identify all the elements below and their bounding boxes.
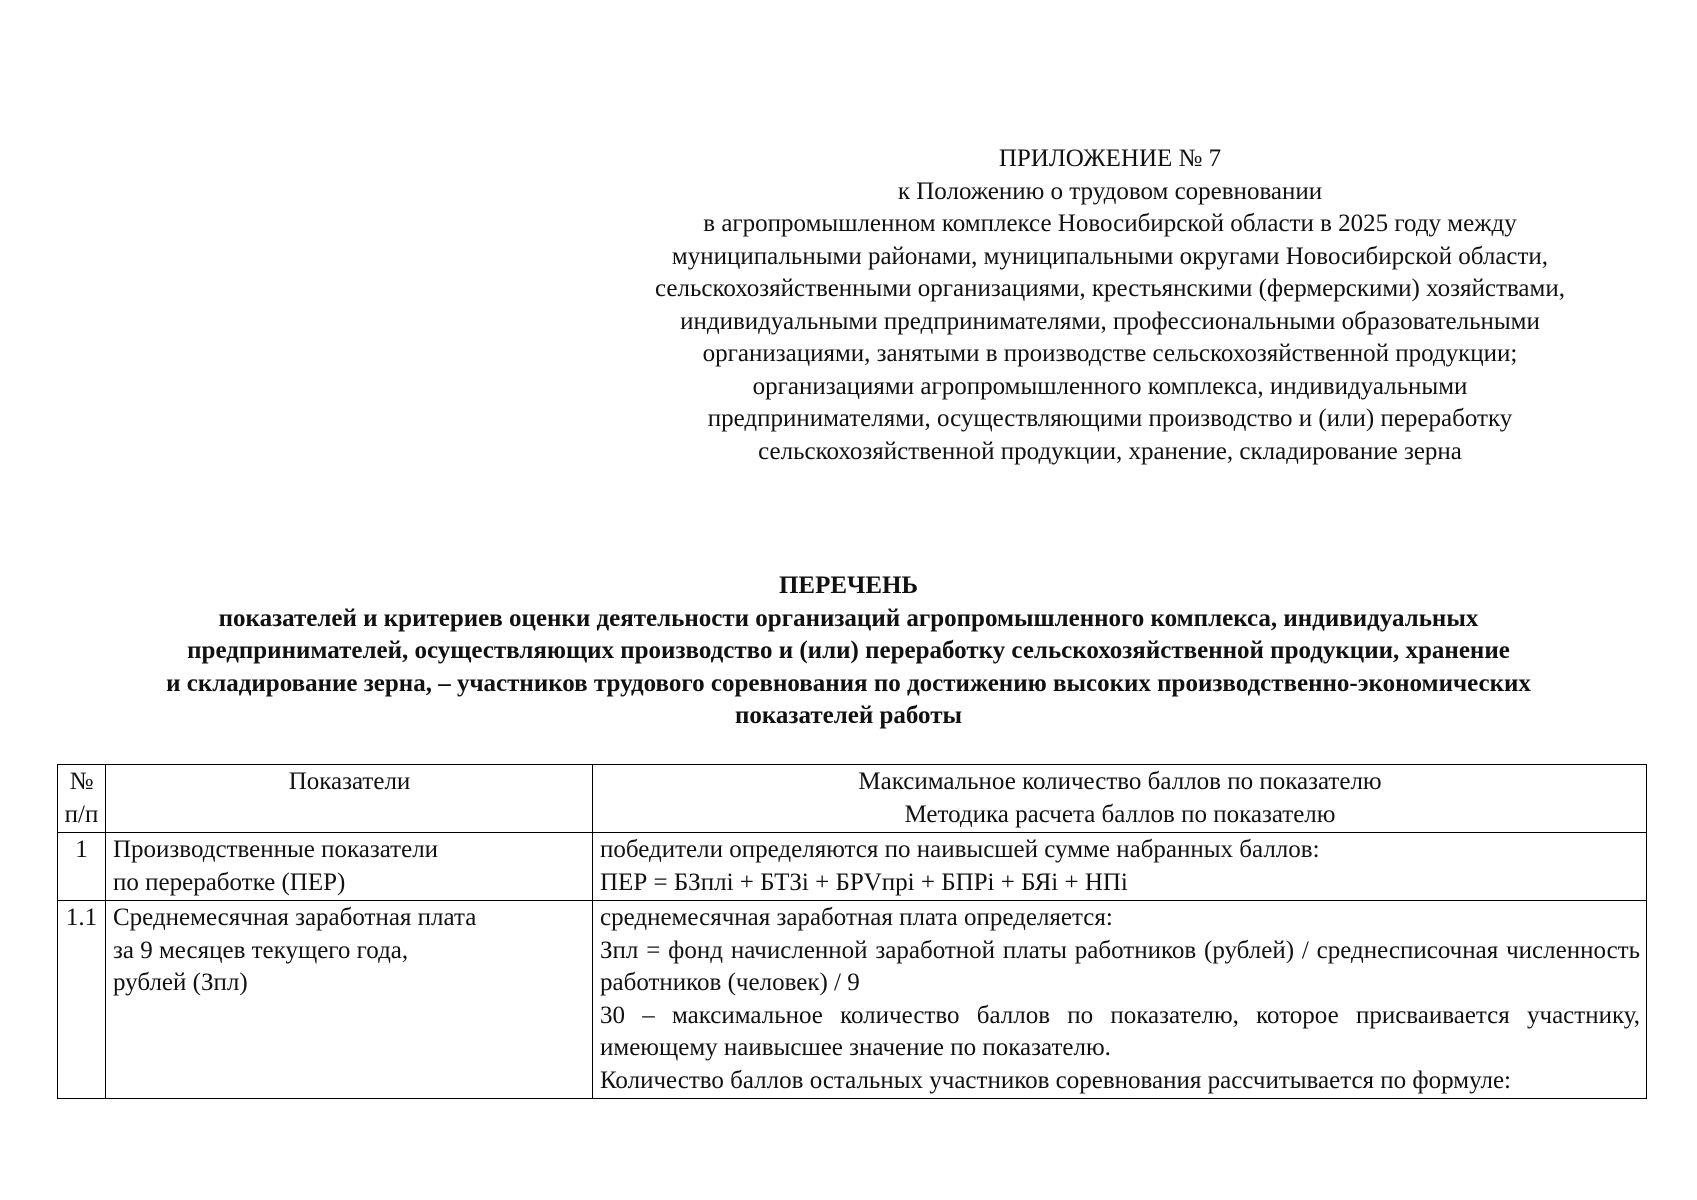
table-row xyxy=(58,833,1647,901)
criteria-table xyxy=(57,764,1647,1099)
method-line: среднемесячная заработная плата определяется: xyxy=(600,904,1113,931)
indicator-line: Производственные показатели xyxy=(113,836,439,863)
method-formula: Зпл = фонд начисленной заработной платы работников (рублей) / среднесписочная численность работников (человек) / 9 xyxy=(600,936,1640,996)
header-method-sublabel: Методика расчета баллов по показателю xyxy=(904,800,1336,828)
indicator-line: по переработке (ПЕР) xyxy=(113,868,346,896)
table-header-row xyxy=(58,765,1647,833)
header-method-label: Максимальное количество баллов по показателю xyxy=(858,768,1382,795)
table-row xyxy=(58,901,1647,1099)
header-number-label: № xyxy=(69,768,94,795)
title-line: предпринимателей, осуществляющих производство и (или) переработку сельскохозяйственной продукции, хранение xyxy=(187,637,1510,664)
row-method xyxy=(593,833,1647,901)
appendix-line: ПРИЛОЖЕНИЕ № 7 xyxy=(998,145,1222,172)
appendix-line: сельскохозяйственными организациями, крестьянскими (фермерскими) хозяйствами, xyxy=(655,275,1565,302)
indicator-line: за 9 месяцев текущего года, xyxy=(113,936,409,964)
appendix-line: к Положению о трудовом соревновании xyxy=(897,177,1323,205)
method-line: Количество баллов остальных участников соревнования рассчитывается по формуле: xyxy=(600,1066,1511,1094)
header-cell-number xyxy=(58,765,106,833)
method-line: 30 – максимальное количество баллов по показателю, которое присваивается участнику, имеющему наивысшее значение по показателю. xyxy=(600,1001,1640,1061)
row-indicator xyxy=(106,833,593,901)
title-line: показателей и критериев оценки деятельности организаций агропромышленного комплекса, индивидуальных xyxy=(218,604,1479,632)
row-method xyxy=(593,901,1647,1099)
appendix-line: организациями агропромышленного комплекса, индивидуальными xyxy=(752,372,1468,400)
indicator-line: Среднемесячная заработная плата xyxy=(113,904,477,931)
title-heading: ПЕРЕЧЕНЬ xyxy=(778,572,919,599)
row-number: 1 xyxy=(58,833,106,901)
appendix-line: индивидуальными предпринимателями, профессиональными образовательными xyxy=(680,307,1540,335)
appendix-line: в агропромышленном комплексе Новосибирской области в 2025 году между xyxy=(703,210,1517,237)
header-number-sublabel: п/п xyxy=(64,800,99,828)
header-cell-indicators xyxy=(106,765,593,833)
row-indicator xyxy=(106,901,593,1099)
appendix-line: сельскохозяйственной продукции, хранение, складирование зерна xyxy=(758,437,1462,465)
appendix-line: муниципальными районами, муниципальными округами Новосибирской области, xyxy=(671,242,1549,270)
appendix-header xyxy=(560,143,1660,468)
title-line: и складирование зерна, – участников трудового соревнования по достижению высоких производственно-экономических xyxy=(166,669,1531,697)
row-number: 1.1 xyxy=(58,901,106,1099)
header-cell-method xyxy=(593,765,1647,833)
indicator-line: рублей (Зпл) xyxy=(113,969,248,996)
title-line: показателей работы xyxy=(734,702,963,729)
header-indicators-label: Показатели xyxy=(288,768,411,795)
appendix-line: предпринимателями, осуществляющими производство и (или) переработку xyxy=(707,405,1513,432)
document-title xyxy=(40,570,1657,733)
appendix-line: организациями, занятыми в производстве сельскохозяйственной продукции; xyxy=(702,340,1518,367)
method-line: победители определяются по наивысшей сумме набранных баллов: xyxy=(600,836,1320,863)
method-formula: ПЕР = БЗплi + БТЗi + БРVпрi + БПРi + БЯi + НПi xyxy=(600,868,1128,896)
